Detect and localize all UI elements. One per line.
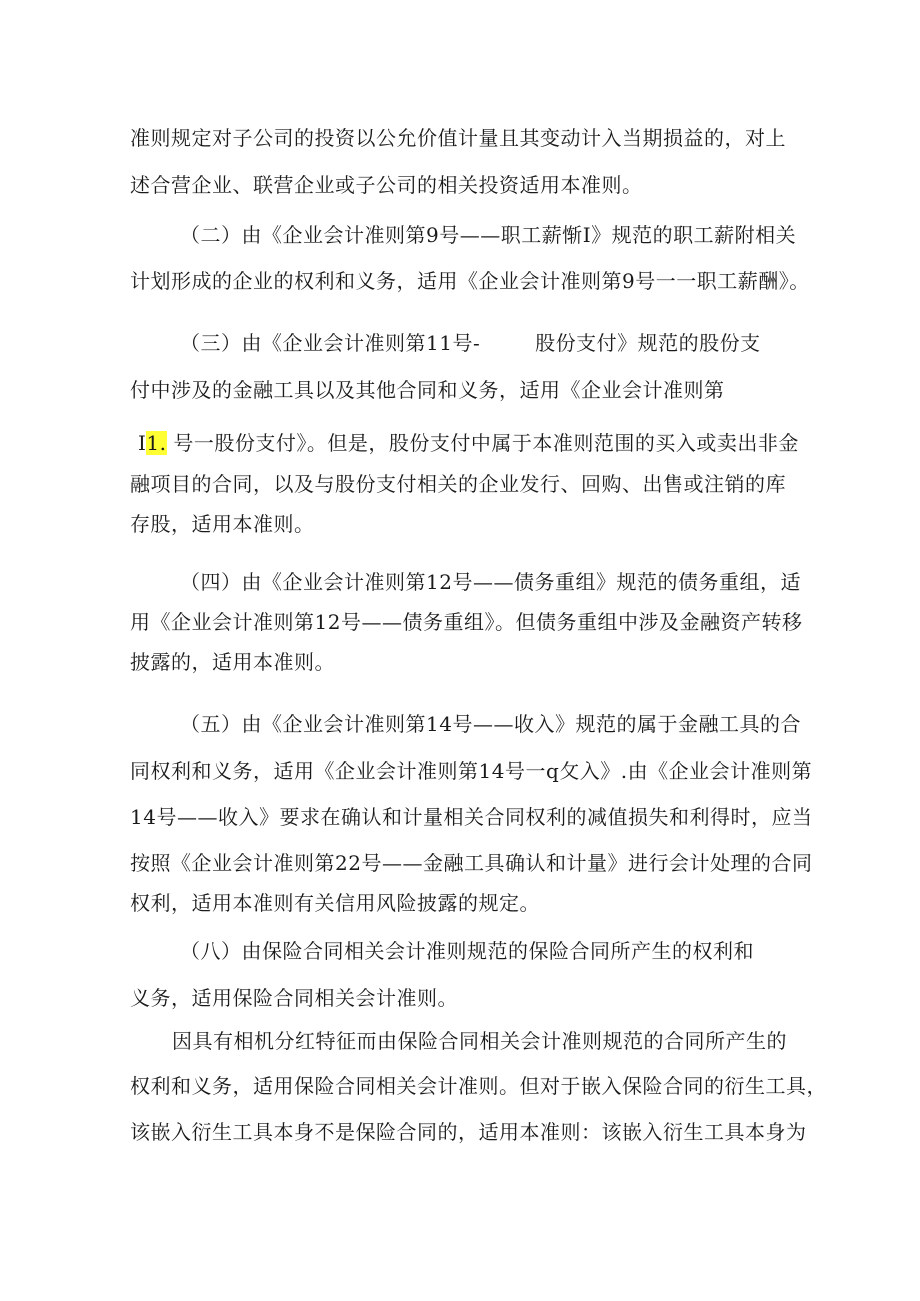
paragraph-4-line: 用《企业会计准则第12号——债务重组》。但债务重组中涉及金融资产转移 (130, 610, 803, 634)
line-rest: 号一股份支付》。但是，股份支付中属于本准则范围的买入或卖出非金 (166, 431, 799, 455)
paragraph-5-line: 按照《企业会计准则第22号——金融工具确认和计量》进行会计处理的合同 (130, 851, 813, 875)
paragraph-4-line: 披露的，适用本准则。 (130, 650, 335, 674)
paragraph-3-line (138, 429, 799, 457)
highlighted-text: 1. (146, 431, 167, 455)
paragraph-3-line: 存股，适用本准则。 (130, 512, 315, 536)
paragraph-5-line: 14号——收入》要求在确认和计量相关合同权利的减值损失和利得时，应当 (130, 805, 813, 829)
paragraph-2-line: （二）由《企业会计准则第9号——职工薪惭I》规范的职工薪附相关 (180, 223, 797, 247)
paragraph-2-line: 计划形成的企业的权利和义务，适用《企业会计准则第9号一一职工薪酬》。 (130, 269, 810, 293)
paragraph-9-line: 权利和义务，适用保险合同相关会计准则。但对于嵌入保险合同的衍生工具， (130, 1074, 827, 1098)
paragraph-5-line: 权利，适用本准则有关信用风险披露的规定。 (130, 891, 540, 915)
paragraph-3-line: 付中涉及的金融工具以及其他合同和义务，适用《企业会计准则第 (130, 378, 725, 402)
text-line: 准则规定对子公司的投资以公允价值计量且其变动计入当期损益的，对上 (130, 126, 786, 150)
paragraph-5-line: （五）由《企业会计准则第14号——收入》规范的属于金融工具的合 (180, 712, 801, 736)
text-line: 述合营企业、联营企业或子公司的相关投资适用本准则。 (130, 173, 643, 197)
paragraph-5-line: 同权利和义务，适用《企业会计准则第14号一q攵入》.由《企业会计准则第 (130, 759, 813, 783)
paragraph-9-line: 该嵌入衍生工具本身不是保险合同的，适用本准则：该嵌入衍生工具本身为 (130, 1120, 807, 1144)
paragraph-3-line: （三）由《企业会计准则第11号- 股份支付》规范的股份支 (180, 331, 761, 355)
paragraph-8-line: 义务，适用保险合同相关会计准则。 (130, 986, 458, 1010)
paragraph-8-line: （八）由保险合同相关会计准则规范的保险合同所产生的权利和 (180, 939, 754, 963)
paragraph-4-line: （四）由《企业会计准则第12号——债务重组》规范的债务重组，适 (180, 570, 801, 594)
paragraph-3-line: 融项目的合同，以及与股份支付相关的企业发行、回购、出售或注销的库 (130, 472, 786, 496)
paragraph-9-line: 因具有相机分红特征而由保险合同相关会计准则规范的合同所产生的 (172, 1029, 787, 1053)
line-prefix: I (138, 431, 147, 455)
